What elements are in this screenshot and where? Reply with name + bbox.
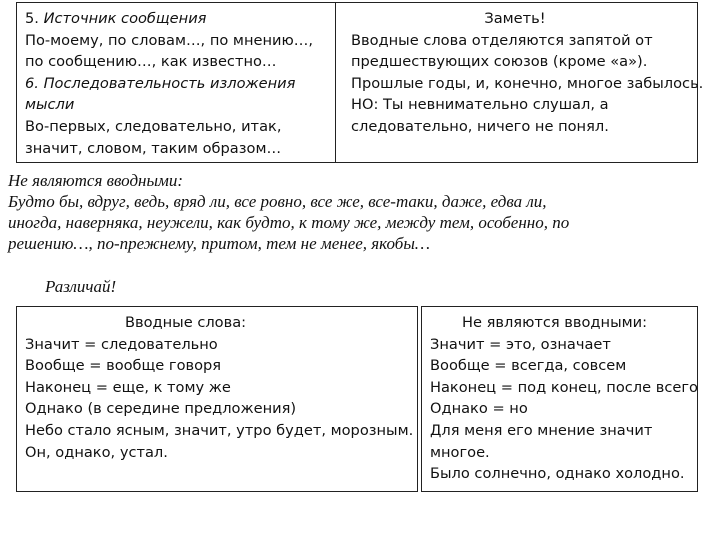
source-line-1: По-моему, по словам…, по мнению…, [25,31,314,49]
note-line-4: НО: Ты невнимательно слушал, а [351,96,609,114]
top-table [16,2,704,163]
intro-line-1: Значит = следовательно [25,335,218,353]
bottom-left-cell [16,306,418,492]
sequence-heading-1: 6. Последовательность изложения [25,74,296,92]
distinguish-heading: Различай! [45,277,117,296]
non-intro-line-4: Однако = но [430,400,528,418]
not-intro-heading: Не являются вводными: [8,171,183,190]
intro-line-2: Вообще = вообще говоря [25,357,222,375]
non-intro-line-7: Было солнечно, однако холодно. [430,465,685,483]
not-intro-line-2: иногда, наверняка, неужели, как будто, к тому же, между тем, особенно, по [8,213,570,232]
note-title: Заметь! [484,10,546,27]
source-heading: 5. Источник сообщения [25,10,207,27]
sequence-heading-2: мысли [25,96,75,114]
note-line-2: предшествующих союзов (кроме «а»). [351,53,648,71]
not-intro-line-3: решению…, по-прежнему, притом, тем не менее, якобы… [8,234,430,253]
note-line-5: следовательно, ничего не понял. [351,117,609,135]
intro-line-6: Он, однако, устал. [25,443,168,461]
note-line-3: Прошлые годы, и, конечно, многое забылось. [351,74,704,92]
top-right-cell [335,8,704,138]
non-intro-line-1: Значит = это, означает [430,335,611,353]
note-line-1: Вводные слова отделяются запятой от [351,31,653,49]
non-intro-line-6: многое. [430,443,490,461]
top-left-cell [25,8,313,159]
non-intro-line-3: Наконец = под конец, после всего [430,378,698,396]
intro-line-3: Наконец = еще, к тому же [25,378,231,396]
non-intro-line-2: Вообще = всегда, совсем [430,357,627,375]
non-intro-line-5: Для меня его мнение значит [430,421,653,439]
source-line-2: по сообщению…, как известно… [25,53,277,71]
not-intro-block [8,170,569,254]
non-intro-header: Не являются вводными: [462,314,648,331]
intro-words-header: Вводные слова: [125,314,247,331]
bottom-right-cell [421,306,698,492]
sequence-line-1: Во-первых, следовательно, итак, [25,117,282,135]
sequence-line-2: значит, словом, таким образом… [25,139,282,157]
intro-line-5: Небо стало ясным, значит, утро будет, морозным. [25,421,414,439]
not-intro-line-1: Будто бы, вдруг, ведь, вряд ли, все ровно, все же, все-таки, даже, едва ли, [8,192,547,211]
intro-line-4: Однако (в середине предложения) [25,400,297,418]
